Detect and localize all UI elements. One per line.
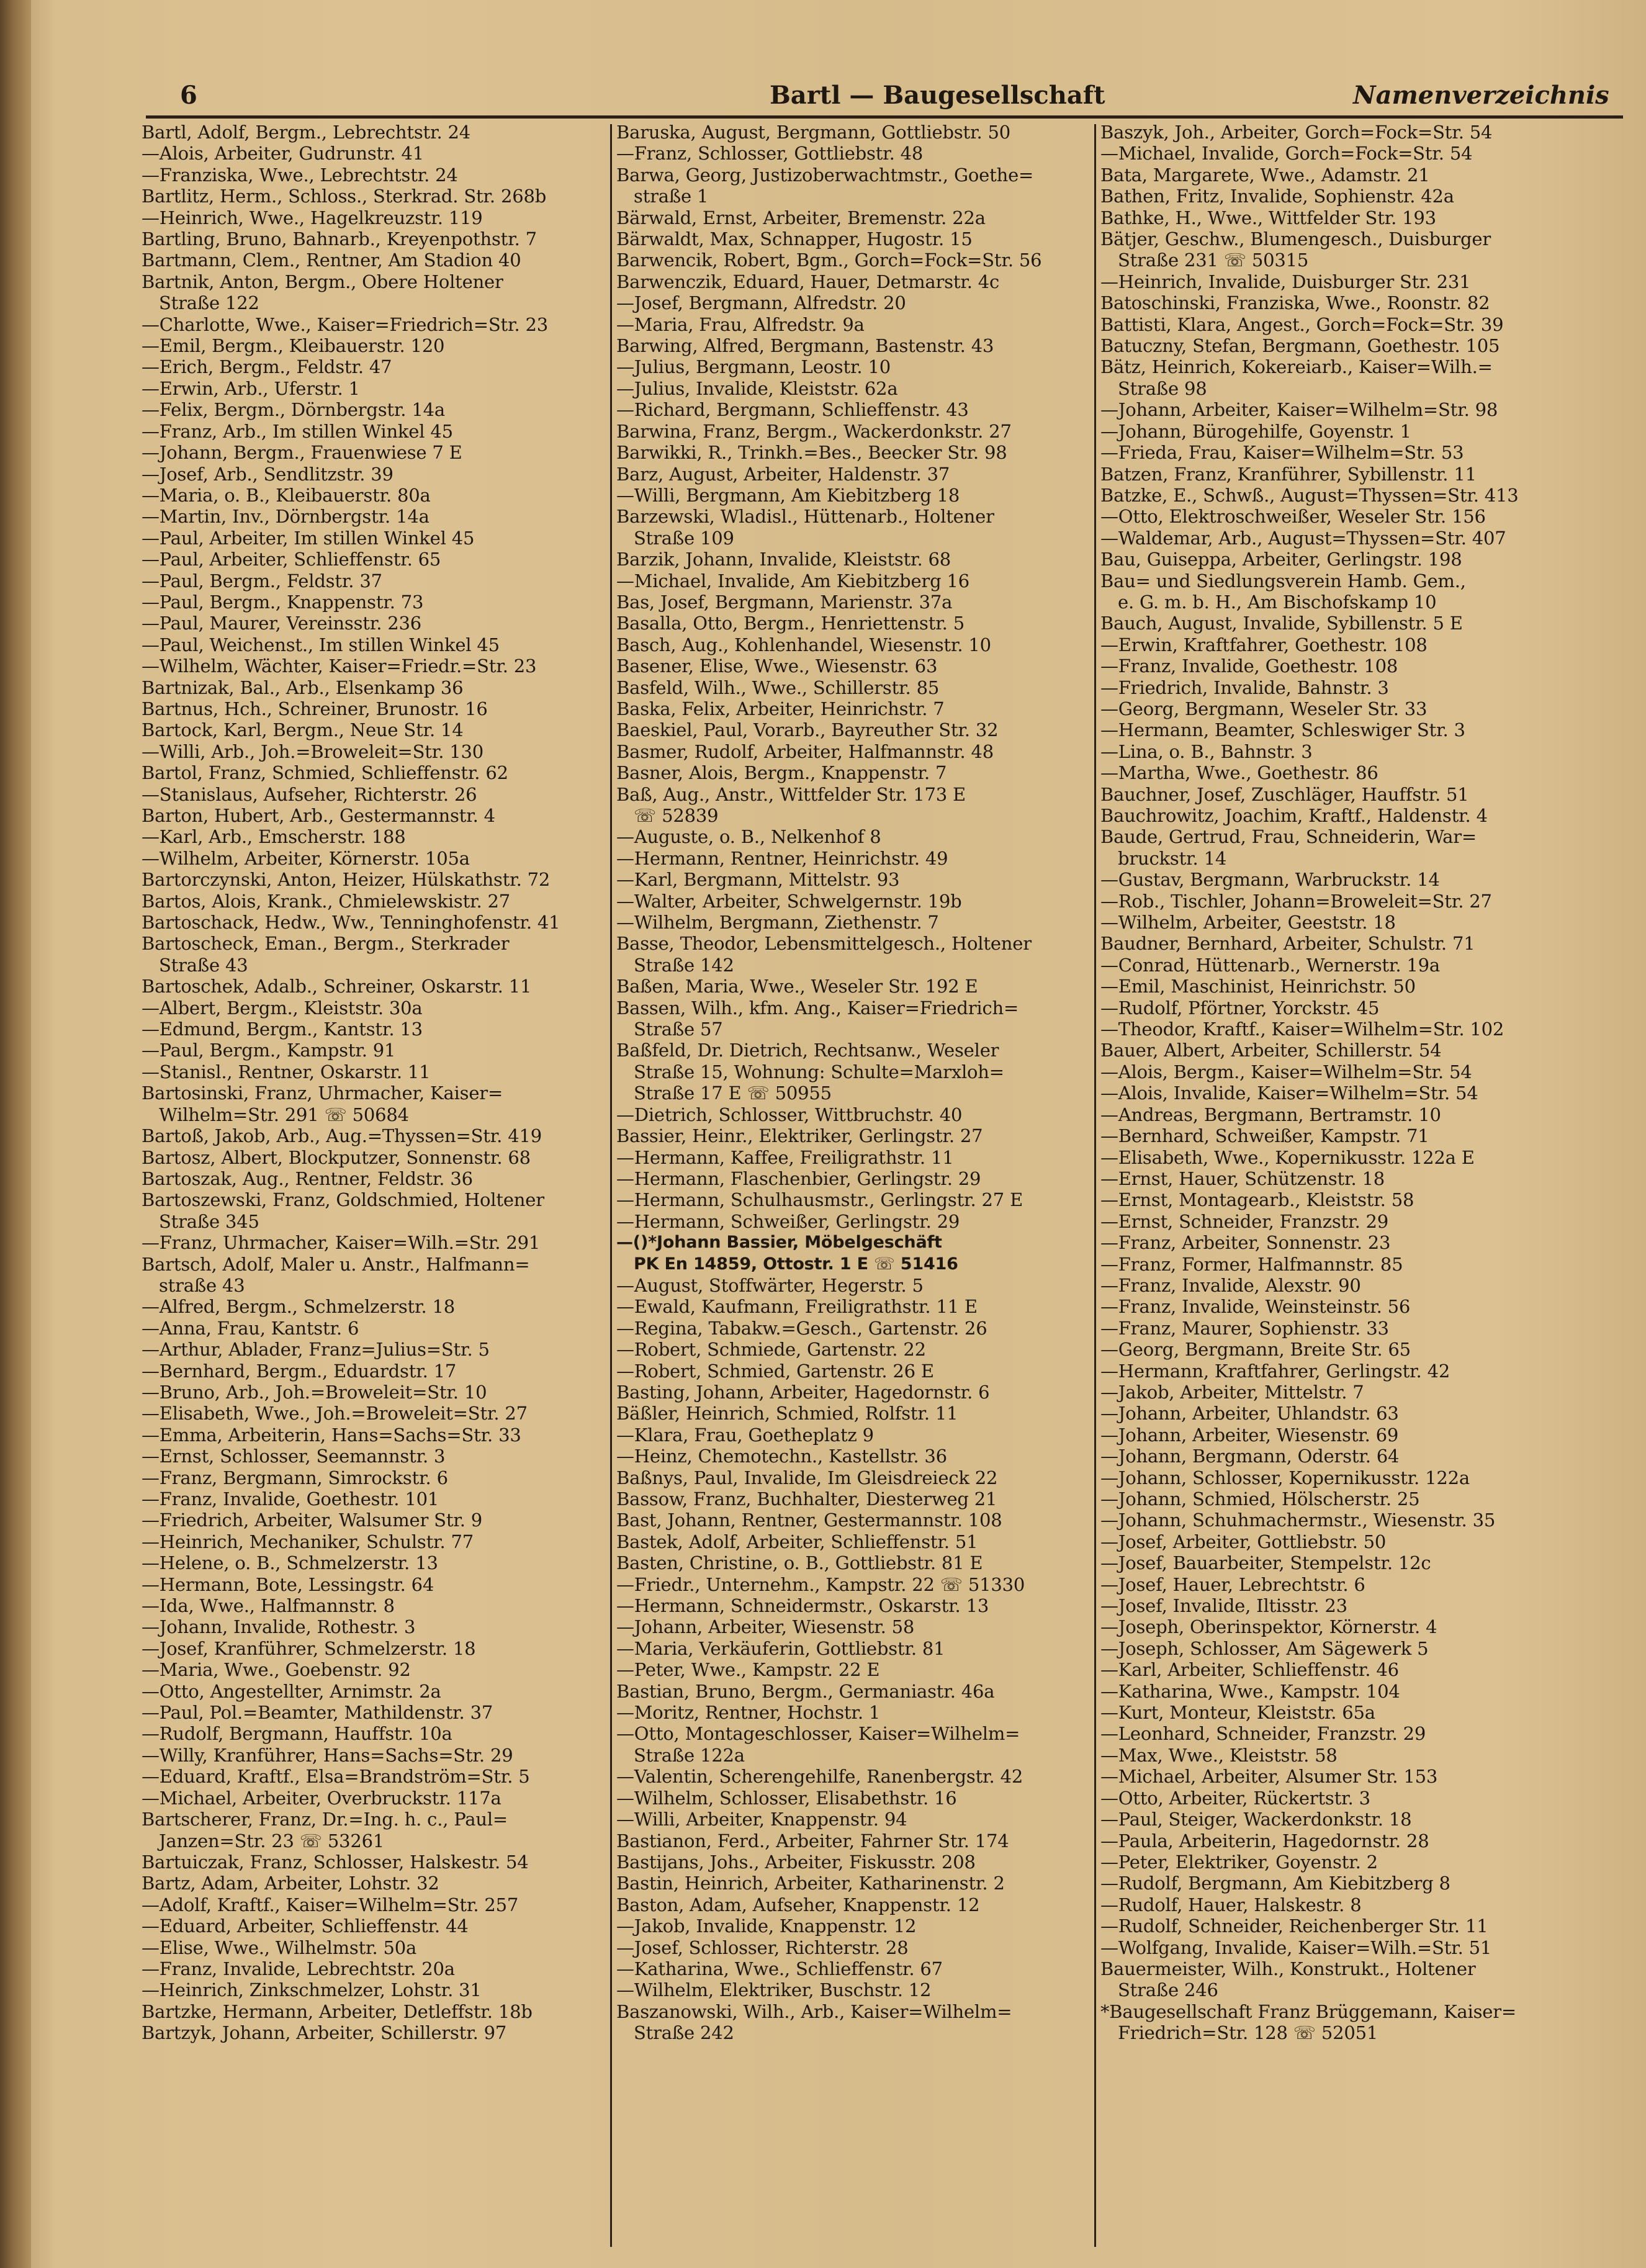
directory-entry: —Michael, Arbeiter, Alsumer Str. 153 <box>1100 1766 1438 1788</box>
directory-entry: PK En 14859, Ottostr. 1 E ☏ 51416 <box>634 1254 958 1274</box>
directory-entry: —Paul, Weichenst., Im stillen Winkel 45 <box>142 634 500 655</box>
directory-entry: —Otto, Elektroschweißer, Weseler Str. 156 <box>1100 506 1486 528</box>
directory-entry: Straße 17 E ☏ 50955 <box>634 1082 832 1104</box>
directory-entry: —Franz, Invalide, Lebrechtstr. 20a <box>142 1958 455 1979</box>
directory-entry: straße 43 <box>159 1274 245 1296</box>
directory-entry: —Franz, Arbeiter, Sonnenstr. 23 <box>1100 1232 1391 1254</box>
directory-entry: —Leonhard, Schneider, Franzstr. 29 <box>1100 1723 1426 1745</box>
directory-entry: Baßnys, Paul, Invalide, Im Gleisdreieck 22 <box>616 1467 998 1488</box>
directory-entry: Baszyk, Joh., Arbeiter, Gorch=Fock=Str. 54 <box>1100 122 1493 143</box>
directory-entry: Bartoschack, Hedw., Ww., Tenninghofenstr. 41 <box>142 912 560 934</box>
directory-entry: —Otto, Montageschlosser, Kaiser=Wilhelm= <box>616 1723 1020 1745</box>
directory-entry: Straße 57 <box>634 1019 723 1040</box>
directory-entry: —Edmund, Bergm., Kantstr. 13 <box>142 1019 423 1040</box>
book-gutter <box>0 0 31 2268</box>
directory-entry: —Anna, Frau, Kantstr. 6 <box>142 1317 359 1339</box>
directory-entry: Basner, Alois, Bergm., Knappenstr. 7 <box>616 762 947 784</box>
directory-entry: Baeskiel, Paul, Vorarb., Bayreuther Str. 32 <box>616 719 999 741</box>
directory-entry: —Hermann, Rentner, Heinrichstr. 49 <box>616 847 948 869</box>
directory-entry: —Eduard, Kraftf., Elsa=Brandström=Str. 5 <box>142 1766 530 1788</box>
directory-entry: —Katharina, Wwe., Kampstr. 104 <box>1100 1680 1400 1702</box>
directory-entry: —Felix, Bergm., Dörnbergstr. 14a <box>142 399 445 421</box>
directory-entry: —Walter, Arbeiter, Schwelgernstr. 19b <box>616 890 962 912</box>
directory-entry: Bartorczynski, Anton, Heizer, Hülskathstr. 72 <box>142 869 551 891</box>
directory-entry: —Gustav, Bergmann, Warbruckstr. 14 <box>1100 869 1440 891</box>
directory-entry: Basener, Elise, Wwe., Wiesenstr. 63 <box>616 655 938 677</box>
directory-entry: Bartos, Alois, Krank., Chmielewskistr. 27 <box>142 890 511 912</box>
directory-entry: Bastianon, Ferd., Arbeiter, Fahrner Str. 174 <box>616 1830 1009 1852</box>
directory-entry: —Friedrich, Arbeiter, Walsumer Str. 9 <box>142 1510 483 1531</box>
directory-entry: Bartmann, Clem., Rentner, Am Stadion 40 <box>142 250 521 271</box>
directory-entry: Bartoscheck, Eman., Bergm., Sterkrader <box>142 933 510 955</box>
directory-entry: —Franz, Former, Halfmannstr. 85 <box>1100 1253 1403 1275</box>
directory-entry: —Elisabeth, Wwe., Joh.=Broweleit=Str. 27 <box>142 1403 528 1424</box>
directory-entry: —Bernhard, Schweißer, Kampstr. 71 <box>1100 1125 1429 1147</box>
directory-entry: —Michael, Invalide, Am Kiebitzberg 16 <box>616 570 969 592</box>
directory-entry: Bäßler, Heinrich, Schmied, Rolfstr. 11 <box>616 1403 958 1424</box>
directory-entry: Bauermeister, Wilh., Konstrukt., Holtener <box>1100 1958 1476 1979</box>
directory-entry: —Rudolf, Pförtner, Yorckstr. 45 <box>1100 997 1380 1019</box>
directory-entry: —Karl, Arbeiter, Schlieffenstr. 46 <box>1100 1659 1399 1681</box>
directory-entry: Bartz, Adam, Arbeiter, Lohstr. 32 <box>142 1873 439 1894</box>
directory-entry: Bartscherer, Franz, Dr.=Ing. h. c., Paul= <box>142 1809 508 1830</box>
directory-entry: Bau= und Siedlungsverein Hamb. Gem., <box>1100 570 1466 592</box>
directory-entry: —Auguste, o. B., Nelkenhof 8 <box>616 826 881 848</box>
directory-entry: —Richard, Bergmann, Schlieffenstr. 43 <box>616 399 969 421</box>
directory-entry: —Hermann, Beamter, Schleswiger Str. 3 <box>1100 719 1465 741</box>
directory-entry: Basmer, Rudolf, Arbeiter, Halfmannstr. 48 <box>616 740 994 762</box>
directory-entry: —Otto, Angestellter, Arnimstr. 2a <box>142 1680 441 1702</box>
directory-entry: Barton, Hubert, Arb., Gestermannstr. 4 <box>142 805 495 826</box>
directory-entry: Straße 43 <box>159 954 248 976</box>
directory-entry: —Theodor, Kraftf., Kaiser=Wilhelm=Str. 102 <box>1100 1019 1504 1040</box>
directory-entry: —Georg, Bergmann, Weseler Str. 33 <box>1100 698 1428 719</box>
directory-entry: Bartnus, Hch., Schreiner, Brunostr. 16 <box>142 698 488 719</box>
directory-entry: Baston, Adam, Aufseher, Knappenstr. 12 <box>616 1894 980 1915</box>
header-rule <box>146 115 1623 119</box>
directory-entry: Battisti, Klara, Angest., Gorch=Fock=Str. 39 <box>1100 313 1504 335</box>
directory-entry: —Johann, Schlosser, Kopernikusstr. 122a <box>1100 1467 1470 1488</box>
directory-entry: —Michael, Invalide, Gorch=Fock=Str. 54 <box>1100 143 1473 164</box>
directory-entry: —Franz, Maurer, Sophienstr. 33 <box>1100 1317 1389 1339</box>
directory-entry: —Eduard, Arbeiter, Schlieffenstr. 44 <box>142 1915 469 1937</box>
directory-entry: —Joseph, Schlosser, Am Sägewerk 5 <box>1100 1637 1429 1659</box>
directory-column-1 <box>142 122 601 2044</box>
directory-entry: Straße 15, Wohnung: Schulte=Marxloh= <box>634 1061 1004 1082</box>
directory-entry: —Helene, o. B., Schmelzerstr. 13 <box>142 1552 438 1574</box>
directory-entry: —Moritz, Rentner, Hochstr. 1 <box>616 1702 881 1724</box>
directory-entry: Barzik, Johann, Invalide, Kleiststr. 68 <box>616 549 951 570</box>
directory-entry: —Frieda, Frau, Kaiser=Wilhelm=Str. 53 <box>1100 442 1464 464</box>
directory-entry: —Alois, Bergm., Kaiser=Wilhelm=Str. 54 <box>1100 1061 1472 1082</box>
directory-entry: —Johann, Arbeiter, Uhlandstr. 63 <box>1100 1403 1399 1424</box>
directory-entry: —Wilhelm, Bergmann, Ziethenstr. 7 <box>616 912 939 934</box>
directory-entry: —Franziska, Wwe., Lebrechtstr. 24 <box>142 164 458 186</box>
directory-entry: —Alois, Arbeiter, Gudrunstr. 41 <box>142 143 424 164</box>
directory-entry: e. G. m. b. H., Am Bischofskamp 10 <box>1118 591 1437 613</box>
directory-entry: —Wolfgang, Invalide, Kaiser=Wilh.=Str. 51 <box>1100 1937 1492 1958</box>
directory-entry: —Martha, Wwe., Goethestr. 86 <box>1100 762 1378 784</box>
directory-entry: Bast, Johann, Rentner, Gestermannstr. 108 <box>616 1510 1002 1531</box>
directory-entry: —Katharina, Wwe., Schlieffenstr. 67 <box>616 1958 943 1979</box>
column-divider <box>610 124 612 2247</box>
directory-entry: —Paula, Arbeiterin, Hagedornstr. 28 <box>1100 1830 1429 1852</box>
directory-entry: —Peter, Wwe., Kampstr. 22 E <box>616 1659 880 1681</box>
directory-column-2 <box>616 122 1088 2044</box>
directory-entry: —Hermann, Kraftfahrer, Gerlingstr. 42 <box>1100 1360 1450 1382</box>
directory-entry: Bartsch, Adolf, Maler u. Anstr., Halfmann= <box>142 1253 530 1275</box>
directory-entry: Baude, Gertrud, Frau, Schneiderin, War= <box>1100 826 1477 848</box>
directory-entry: Straße 242 <box>634 2022 734 2044</box>
directory-entry: Baska, Felix, Arbeiter, Heinrichstr. 7 <box>616 698 945 719</box>
directory-entry: —Johann, Invalide, Rothestr. 3 <box>142 1616 416 1638</box>
directory-entry: Bartosz, Albert, Blockputzer, Sonnenstr. 68 <box>142 1146 531 1168</box>
directory-entry: —Friedrich, Invalide, Bahnstr. 3 <box>1100 677 1389 698</box>
directory-entry: —Willi, Arbeiter, Knappenstr. 94 <box>616 1809 907 1830</box>
running-head: Bartl — Baugesellschaft <box>770 81 1105 110</box>
directory-entry: Basten, Christine, o. B., Gottliebstr. 81 E <box>616 1552 983 1574</box>
directory-entry: Baudner, Bernhard, Arbeiter, Schulstr. 71 <box>1100 933 1475 955</box>
directory-entry: —Dietrich, Schlosser, Wittbruchstr. 40 <box>616 1104 963 1125</box>
directory-entry: Bassow, Franz, Buchhalter, Diesterweg 21 <box>616 1488 997 1510</box>
directory-entry: —Georg, Bergmann, Breite Str. 65 <box>1100 1339 1411 1361</box>
directory-entry: Bartoszak, Aug., Rentner, Feldstr. 36 <box>142 1168 473 1189</box>
directory-entry: —Ernst, Schneider, Franzstr. 29 <box>1100 1210 1389 1232</box>
directory-entry: Bärwald, Ernst, Arbeiter, Bremenstr. 22a <box>616 207 986 228</box>
directory-entry: —Robert, Schmiede, Gartenstr. 22 <box>616 1339 926 1361</box>
directory-entry: —Emma, Arbeiterin, Hans=Sachs=Str. 33 <box>142 1424 521 1446</box>
directory-entry: —Robert, Schmied, Gartenstr. 26 E <box>616 1360 934 1382</box>
directory-entry: Bastin, Heinrich, Arbeiter, Katharinenstr. 2 <box>616 1873 1005 1894</box>
directory-entry: —Rudolf, Schneider, Reichenberger Str. 11 <box>1100 1915 1488 1937</box>
directory-entry: —Rudolf, Bergmann, Am Kiebitzberg 8 <box>1100 1873 1450 1894</box>
directory-entry: —Willy, Kranführer, Hans=Sachs=Str. 29 <box>142 1744 513 1766</box>
directory-entry: —Wilhelm, Elektriker, Buschstr. 12 <box>616 1979 932 2001</box>
directory-entry: Bassier, Heinr., Elektriker, Gerlingstr. 27 <box>616 1125 983 1147</box>
directory-entry: —Adolf, Kraftf., Kaiser=Wilhelm=Str. 257 <box>142 1894 519 1915</box>
directory-entry: Bastek, Adolf, Arbeiter, Schlieffenstr. 51 <box>616 1531 978 1552</box>
column-divider <box>1094 124 1096 2247</box>
directory-entry: —Wilhelm, Schlosser, Elisabethstr. 16 <box>616 1787 957 1809</box>
directory-entry: —Heinz, Chemotechn., Kastellstr. 36 <box>616 1446 947 1467</box>
directory-entry: —Paul, Maurer, Vereinsstr. 236 <box>142 613 421 634</box>
directory-entry: —Josef, Hauer, Lebrechtstr. 6 <box>1100 1573 1365 1595</box>
directory-entry: —Wilhelm, Arbeiter, Körnerstr. 105a <box>142 847 470 869</box>
directory-entry: —Paul, Bergm., Knappenstr. 73 <box>142 591 424 613</box>
directory-entry: —Josef, Arb., Sendlitzstr. 39 <box>142 463 394 485</box>
directory-entry: —Hermann, Flaschenbier, Gerlingstr. 29 <box>616 1168 981 1189</box>
directory-entry: Bätz, Heinrich, Kokereiarb., Kaiser=Wilh.= <box>1100 356 1493 378</box>
directory-entry: —Johann, Bergmann, Oderstr. 64 <box>1100 1446 1400 1467</box>
directory-entry: Basting, Johann, Arbeiter, Hagedornstr. 6 <box>616 1381 990 1403</box>
directory-entry: —Maria, Wwe., Goebenstr. 92 <box>142 1659 411 1681</box>
directory-entry: Baßen, Maria, Wwe., Weseler Str. 192 E <box>616 976 978 997</box>
directory-entry: —Emil, Bergm., Kleibauerstr. 120 <box>142 335 445 357</box>
directory-entry: —Klara, Frau, Goetheplatz 9 <box>616 1424 874 1446</box>
directory-entry: Bata, Margarete, Wwe., Adamstr. 21 <box>1100 164 1430 186</box>
directory-entry: Baszanowski, Wilh., Arb., Kaiser=Wilhelm= <box>616 2000 1012 2022</box>
directory-entry: —Paul, Bergm., Feldstr. 37 <box>142 570 382 592</box>
directory-entry: Barwing, Alfred, Bergmann, Bastenstr. 43 <box>616 335 994 357</box>
directory-entry: —Johann, Arbeiter, Wiesenstr. 69 <box>1100 1424 1399 1446</box>
directory-entry: —Stanisl., Rentner, Oskarstr. 11 <box>142 1061 431 1082</box>
directory-entry: Bartoß, Jakob, Arb., Aug.=Thyssen=Str. 419 <box>142 1125 542 1147</box>
directory-entry: —Elise, Wwe., Wilhelmstr. 50a <box>142 1937 417 1958</box>
directory-entry: —Alois, Invalide, Kaiser=Wilhelm=Str. 54 <box>1100 1082 1478 1104</box>
directory-entry: —Hermann, Schweißer, Gerlingstr. 29 <box>616 1210 960 1232</box>
directory-entry: Straße 345 <box>159 1210 259 1232</box>
directory-entry: —Max, Wwe., Kleiststr. 58 <box>1100 1744 1338 1766</box>
directory-entry: —August, Stoffwärter, Hegerstr. 5 <box>616 1274 924 1296</box>
directory-entry: Barwina, Franz, Bergm., Wackerdonkstr. 27 <box>616 420 1012 442</box>
directory-entry: —Willi, Arb., Joh.=Broweleit=Str. 130 <box>142 740 484 762</box>
directory-entry: —Rudolf, Bergmann, Hauffstr. 10a <box>142 1723 452 1745</box>
directory-entry: Bartnik, Anton, Bergm., Obere Holtener <box>142 271 503 292</box>
directory-entry: —Johann, Arbeiter, Wiesenstr. 58 <box>616 1616 915 1638</box>
directory-entry: —Johann, Arbeiter, Kaiser=Wilhelm=Str. 98 <box>1100 399 1498 421</box>
directory-entry: Barz, August, Arbeiter, Haldenstr. 37 <box>616 463 950 485</box>
directory-entry: Bärwaldt, Max, Schnapper, Hugostr. 15 <box>616 228 973 250</box>
directory-entry: Bartosinski, Franz, Uhrmacher, Kaiser= <box>142 1082 503 1104</box>
directory-entry: —Heinrich, Wwe., Hagelkreuzstr. 119 <box>142 207 483 228</box>
directory-entry: —Bernhard, Bergm., Eduardstr. 17 <box>142 1360 457 1382</box>
directory-entry: Bätjer, Geschw., Blumengesch., Duisburger <box>1100 228 1491 250</box>
directory-entry: —Ernst, Schlosser, Seemannstr. 3 <box>142 1446 446 1467</box>
directory-entry: Bastian, Bruno, Bergm., Germaniastr. 46a <box>616 1680 995 1702</box>
directory-entry: Basse, Theodor, Lebensmittelgesch., Holtener <box>616 933 1032 955</box>
directory-column-3 <box>1100 122 1628 2044</box>
directory-entry: —Ernst, Hauer, Schützenstr. 18 <box>1100 1168 1385 1189</box>
directory-entry: *Baugesellschaft Franz Brüggemann, Kaiser= <box>1100 2000 1516 2022</box>
directory-entry: —Franz, Invalide, Goethestr. 101 <box>142 1488 439 1510</box>
directory-entry: Straße 109 <box>634 527 734 549</box>
directory-entry: —Valentin, Scherengehilfe, Ranenbergstr. 42 <box>616 1766 1023 1788</box>
directory-entry: —Franz, Invalide, Alexstr. 90 <box>1100 1274 1361 1296</box>
directory-entry: Bathke, H., Wwe., Wittfelder Str. 193 <box>1100 207 1436 228</box>
directory-entry: —Franz, Arb., Im stillen Winkel 45 <box>142 420 453 442</box>
directory-entry: —Elisabeth, Wwe., Kopernikusstr. 122a E <box>1100 1146 1475 1168</box>
directory-entry: Batuczny, Stefan, Bergmann, Goethestr. 105 <box>1100 335 1500 357</box>
directory-entry: —Josef, Bergmann, Alfredstr. 20 <box>616 292 906 314</box>
directory-entry: —()*Johann Bassier, Möbelgeschäft <box>616 1233 942 1253</box>
directory-entry: Bartzyk, Johann, Arbeiter, Schillerstr. 97 <box>142 2022 507 2044</box>
directory-entry: Straße 246 <box>1118 1979 1218 2001</box>
directory-entry: straße 1 <box>634 186 709 207</box>
directory-entry: Janzen=Str. 23 ☏ 53261 <box>159 1830 385 1852</box>
directory-entry: —Ernst, Montagearb., Kleiststr. 58 <box>1100 1189 1414 1211</box>
directory-entry: Batzke, E., Schwß., August=Thyssen=Str. 413 <box>1100 484 1519 506</box>
directory-entry: —Wilhelm, Arbeiter, Geeststr. 18 <box>1100 912 1396 934</box>
directory-entry: Baruska, August, Bergmann, Gottliebstr. 50 <box>616 122 1010 143</box>
directory-entry: —Andreas, Bergmann, Bertramstr. 10 <box>1100 1104 1441 1125</box>
directory-entry: Straße 231 ☏ 50315 <box>1118 250 1309 271</box>
directory-entry: Bartoschek, Adalb., Schreiner, Oskarstr. 11 <box>142 976 532 997</box>
directory-entry: —Heinrich, Invalide, Duisburger Str. 231 <box>1100 271 1471 292</box>
directory-entry: —Jakob, Invalide, Knappenstr. 12 <box>616 1915 917 1937</box>
directory-entry: —Regina, Tabakw.=Gesch., Gartenstr. 26 <box>616 1317 987 1339</box>
directory-entry: —Martin, Inv., Dörnbergstr. 14a <box>142 506 429 528</box>
directory-entry: —Rudolf, Hauer, Halskestr. 8 <box>1100 1894 1362 1915</box>
directory-entry: —Bruno, Arb., Joh.=Broweleit=Str. 10 <box>142 1381 487 1403</box>
directory-entry: —Jakob, Arbeiter, Mittelstr. 7 <box>1100 1381 1364 1403</box>
directory-entry: —Paul, Arbeiter, Schlieffenstr. 65 <box>142 549 441 570</box>
directory-entry: Barwenczik, Eduard, Hauer, Detmarstr. 4c <box>616 271 1000 292</box>
directory-entry: Batzen, Franz, Kranführer, Sybillenstr. 11 <box>1100 463 1477 485</box>
directory-entry: —Otto, Arbeiter, Rückertstr. 3 <box>1100 1787 1370 1809</box>
directory-entry: Baßfeld, Dr. Dietrich, Rechtsanw., Weseler <box>616 1040 999 1061</box>
directory-entry: Bauchrowitz, Joachim, Kraftf., Haldenstr. 4 <box>1100 805 1488 826</box>
directory-entry: Bartlitz, Herm., Schloss., Sterkrad. Str. 268b <box>142 186 547 207</box>
directory-entry: —Erwin, Kraftfahrer, Goethestr. 108 <box>1100 634 1428 655</box>
directory-entry: —Paul, Pol.=Beamter, Mathildenstr. 37 <box>142 1702 493 1724</box>
directory-entry: —Johann, Schmied, Hölscherstr. 25 <box>1100 1488 1420 1510</box>
directory-entry: —Paul, Steiger, Wackerdonkstr. 18 <box>1100 1809 1412 1830</box>
directory-entry: —Josef, Kranführer, Schmelzerstr. 18 <box>142 1637 476 1659</box>
directory-entry: —Julius, Bergmann, Leostr. 10 <box>616 356 891 378</box>
directory-entry: —Hermann, Schneidermstr., Oskarstr. 13 <box>616 1595 989 1617</box>
directory-entry: Bartzke, Hermann, Arbeiter, Detleffstr. 18b <box>142 2000 533 2022</box>
directory-entry: —Alfred, Bergm., Schmelzerstr. 18 <box>142 1296 456 1318</box>
directory-entry: —Maria, Verkäuferin, Gottliebstr. 81 <box>616 1637 945 1659</box>
directory-entry: Straße 122 <box>159 292 259 314</box>
directory-entry: Baß, Aug., Anstr., Wittfelder Str. 173 E <box>616 783 966 805</box>
directory-entry: —Joseph, Oberinspektor, Körnerstr. 4 <box>1100 1616 1437 1638</box>
directory-entry: —Michael, Arbeiter, Overbruckstr. 117a <box>142 1787 501 1809</box>
directory-entry: —Ewald, Kaufmann, Freiligrathstr. 11 E <box>616 1296 978 1318</box>
directory-entry: Bartling, Bruno, Bahnarb., Kreyenpothstr. 7 <box>142 228 537 250</box>
directory-entry: Bas, Josef, Bergmann, Marienstr. 37a <box>616 591 953 613</box>
directory-entry: —Stanislaus, Aufseher, Richterstr. 26 <box>142 783 477 805</box>
directory-entry: —Josef, Arbeiter, Gottliebstr. 50 <box>1100 1531 1387 1552</box>
directory-entry: Basalla, Otto, Bergm., Henriettenstr. 5 <box>616 613 965 634</box>
directory-entry: Bastijans, Johs., Arbeiter, Fiskusstr. 208 <box>616 1851 976 1873</box>
directory-entry: —Waldemar, Arb., August=Thyssen=Str. 407 <box>1100 527 1506 549</box>
directory-entry: —Hermann, Schulhausmstr., Gerlingstr. 27 E <box>616 1189 1023 1211</box>
directory-entry: Basch, Aug., Kohlenhandel, Wiesenstr. 10 <box>616 634 991 655</box>
directory-entry: —Karl, Arb., Emscherstr. 188 <box>142 826 406 848</box>
directory-entry: Bathen, Fritz, Invalide, Sophienstr. 42a <box>1100 186 1454 207</box>
directory-entry: Bauch, August, Invalide, Sybillenstr. 5 E <box>1100 613 1463 634</box>
directory-entry: —Ida, Wwe., Halfmannstr. 8 <box>142 1595 395 1617</box>
directory-entry: Friedrich=Str. 128 ☏ 52051 <box>1118 2022 1378 2044</box>
directory-entry: —Karl, Bergmann, Mittelstr. 93 <box>616 869 900 891</box>
directory-entry: —Julius, Invalide, Kleiststr. 62a <box>616 377 898 399</box>
directory-entry: Bartock, Karl, Bergm., Neue Str. 14 <box>142 719 464 741</box>
directory-entry: —Wilhelm, Wächter, Kaiser=Friedr.=Str. 23 <box>142 655 537 677</box>
directory-entry: Barwa, Georg, Justizoberwachtmstr., Goethe= <box>616 164 1034 186</box>
directory-entry: Wilhelm=Str. 291 ☏ 50684 <box>159 1104 409 1125</box>
directory-entry: —Franz, Invalide, Goethestr. 108 <box>1100 655 1398 677</box>
directory-entry: —Hermann, Kaffee, Freiligrathstr. 11 <box>616 1146 954 1168</box>
section-title: Namenverzeichnis <box>1353 81 1609 110</box>
directory-entry: Bauer, Albert, Arbeiter, Schillerstr. 54 <box>1100 1040 1442 1061</box>
directory-entry: —Charlotte, Wwe., Kaiser=Friedrich=Str. 23 <box>142 313 549 335</box>
directory-entry: Bau, Guiseppa, Arbeiter, Gerlingstr. 198 <box>1100 549 1462 570</box>
directory-entry: —Franz, Invalide, Weinsteinstr. 56 <box>1100 1296 1411 1318</box>
directory-entry: Straße 122a <box>634 1744 745 1766</box>
directory-entry: Barwencik, Robert, Bgm., Gorch=Fock=Str. 56 <box>616 250 1042 271</box>
directory-entry: —Maria, Frau, Alfredstr. 9a <box>616 313 865 335</box>
directory-entry: —Emil, Maschinist, Heinrichstr. 50 <box>1100 976 1416 997</box>
directory-entry: —Maria, o. B., Kleibauerstr. 80a <box>142 484 431 506</box>
directory-entry: —Hermann, Bote, Lessingstr. 64 <box>142 1573 434 1595</box>
directory-entry: Bauchner, Josef, Zuschläger, Hauffstr. 51 <box>1100 783 1469 805</box>
directory-entry: —Johann, Schuhmachermstr., Wiesenstr. 35 <box>1100 1510 1496 1531</box>
directory-entry: Barzewski, Wladisl., Hüttenarb., Holtener <box>616 506 994 528</box>
directory-entry: Bassen, Wilh., kfm. Ang., Kaiser=Friedrich= <box>616 997 1019 1019</box>
directory-entry: Straße 98 <box>1118 377 1207 399</box>
directory-entry: Bartuiczak, Franz, Schlosser, Halskestr. 54 <box>142 1851 529 1873</box>
directory-entry: —Kurt, Monteur, Kleiststr. 65a <box>1100 1702 1375 1724</box>
directory-entry: —Lina, o. B., Bahnstr. 3 <box>1100 740 1313 762</box>
directory-entry: —Franz, Uhrmacher, Kaiser=Wilh.=Str. 291 <box>142 1232 541 1254</box>
directory-entry: —Josef, Bauarbeiter, Stempelstr. 12c <box>1100 1552 1431 1574</box>
directory-entry: Bartol, Franz, Schmied, Schlieffenstr. 62 <box>142 762 508 784</box>
directory-entry: —Heinrich, Zinkschmelzer, Lohstr. 31 <box>142 1979 482 2001</box>
directory-entry: ☏ 52839 <box>634 805 719 826</box>
directory-entry: —Erich, Bergm., Feldstr. 47 <box>142 356 392 378</box>
directory-entry: —Franz, Schlosser, Gottliebstr. 48 <box>616 143 924 164</box>
directory-entry: —Albert, Bergm., Kleiststr. 30a <box>142 997 423 1019</box>
directory-entry: —Erwin, Arb., Uferstr. 1 <box>142 377 360 399</box>
directory-entry: bruckstr. 14 <box>1118 847 1227 869</box>
directory-entry: —Josef, Invalide, Iltisstr. 23 <box>1100 1595 1347 1617</box>
page-number: 6 <box>180 81 197 110</box>
directory-entry: —Willi, Bergmann, Am Kiebitzberg 18 <box>616 484 960 506</box>
directory-entry: —Conrad, Hüttenarb., Wernerstr. 19a <box>1100 954 1440 976</box>
directory-entry: —Friedr., Unternehm., Kampstr. 22 ☏ 51330 <box>616 1573 1025 1595</box>
directory-entry: —Peter, Elektriker, Goyenstr. 2 <box>1100 1851 1378 1873</box>
directory-entry: —Josef, Schlosser, Richterstr. 28 <box>616 1937 909 1958</box>
directory-entry: —Arthur, Ablader, Franz=Julius=Str. 5 <box>142 1339 490 1361</box>
directory-entry: Barwikki, R., Trinkh.=Bes., Beecker Str. 98 <box>616 442 1007 464</box>
directory-entry: —Johann, Bürogehilfe, Goyenstr. 1 <box>1100 420 1411 442</box>
directory-entry: —Paul, Bergm., Kampstr. 91 <box>142 1040 396 1061</box>
directory-entry: Bartoszewski, Franz, Goldschmied, Holtener <box>142 1189 544 1211</box>
directory-entry: Bartl, Adolf, Bergm., Lebrechtstr. 24 <box>142 122 470 143</box>
directory-entry: —Paul, Arbeiter, Im stillen Winkel 45 <box>142 527 475 549</box>
directory-entry: —Franz, Bergmann, Simrockstr. 6 <box>142 1467 448 1488</box>
directory-entry: Basfeld, Wilh., Wwe., Schillerstr. 85 <box>616 677 940 698</box>
directory-entry: —Heinrich, Mechaniker, Schulstr. 77 <box>142 1531 474 1552</box>
directory-entry: Batoschinski, Franziska, Wwe., Roonstr. 82 <box>1100 292 1490 314</box>
directory-entry: —Rob., Tischler, Johann=Broweleit=Str. 27 <box>1100 890 1492 912</box>
directory-entry: Straße 142 <box>634 954 734 976</box>
directory-entry: —Johann, Bergm., Frauenwiese 7 E <box>142 442 462 464</box>
directory-entry: Bartnizak, Bal., Arb., Elsenkamp 36 <box>142 677 464 698</box>
